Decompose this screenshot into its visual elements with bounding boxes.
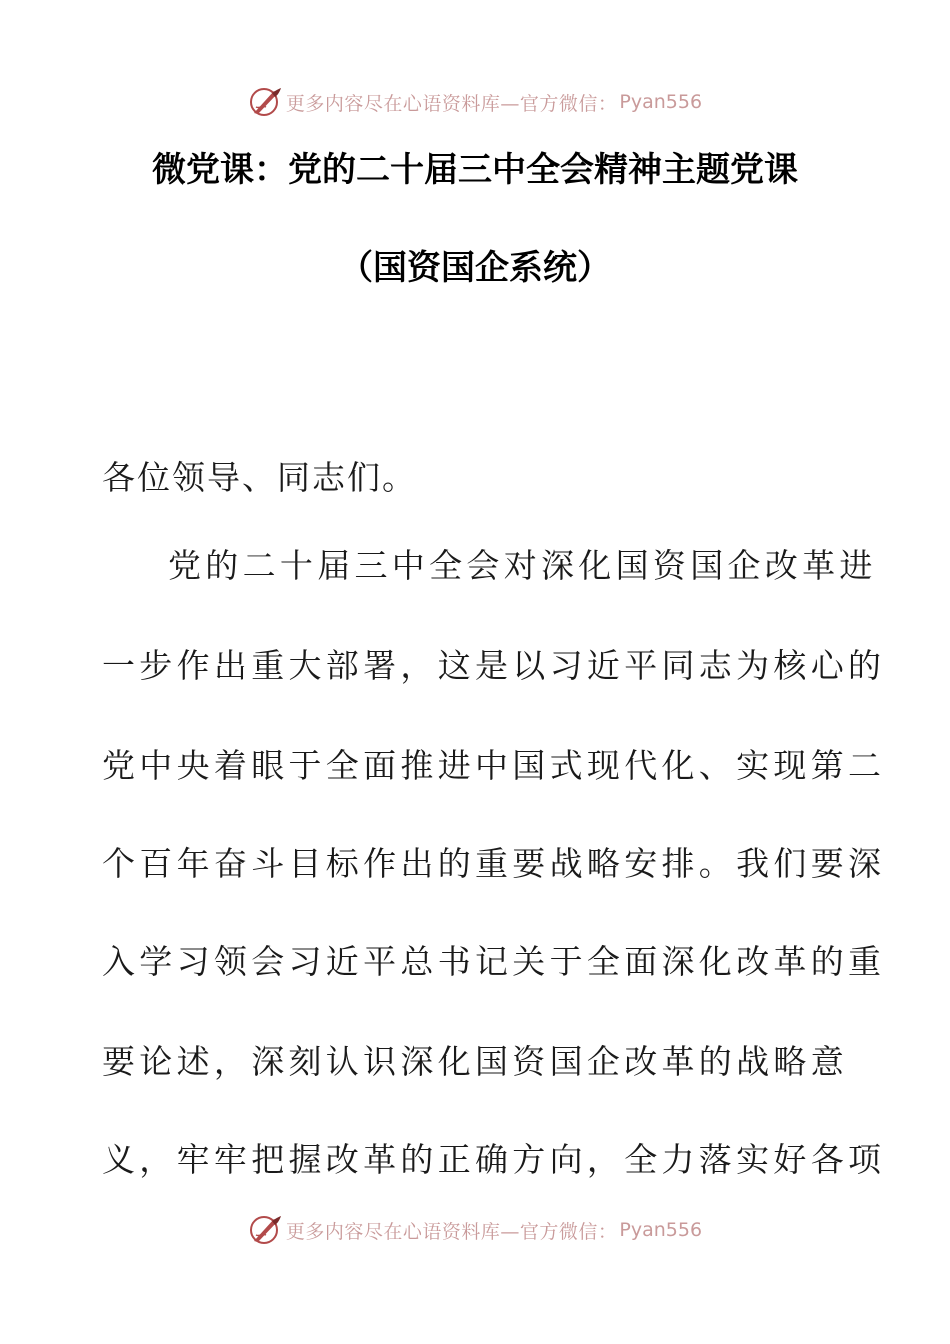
quill-logo-icon <box>248 1213 282 1247</box>
document-title: 微党课：党的二十届三中全会精神主题党课 <box>152 150 798 190</box>
header-watermark <box>0 84 950 120</box>
footer-watermark <box>0 1212 950 1248</box>
paragraph-line: 一步作出重大部署，这是以习近平同志为核心的 <box>102 646 886 685</box>
paragraph-line: 个百年奋斗目标作出的重要战略安排。我们要深 <box>102 844 886 883</box>
paragraph-line: 党中央着眼于全面推进中国式现代化、实现第二 <box>102 746 886 785</box>
paragraph-line: 党的二十届三中全会对深化国资国企改革进 <box>168 546 877 585</box>
paragraph-line: 入学习领会习近平总书记关于全面深化改革的重 <box>102 942 886 981</box>
document-subtitle: （国资国企系统） <box>339 248 611 288</box>
watermark-text: 更多内容尽在心语资料库—官方微信： <box>285 1220 618 1243</box>
watermark-text: 更多内容尽在心语资料库—官方微信： <box>285 92 618 115</box>
watermark-wechat-id: Pyan556 <box>619 91 703 113</box>
greeting: 各位领导、同志们。 <box>102 458 417 497</box>
watermark-wechat-id: Pyan556 <box>619 1219 703 1241</box>
paragraph-line: 要论述，深刻认识深化国资国企改革的战略意 <box>102 1042 848 1081</box>
quill-logo-icon <box>248 85 282 119</box>
paragraph-line: 义，牢牢把握改革的正确方向，全力落实好各项 <box>102 1140 886 1179</box>
